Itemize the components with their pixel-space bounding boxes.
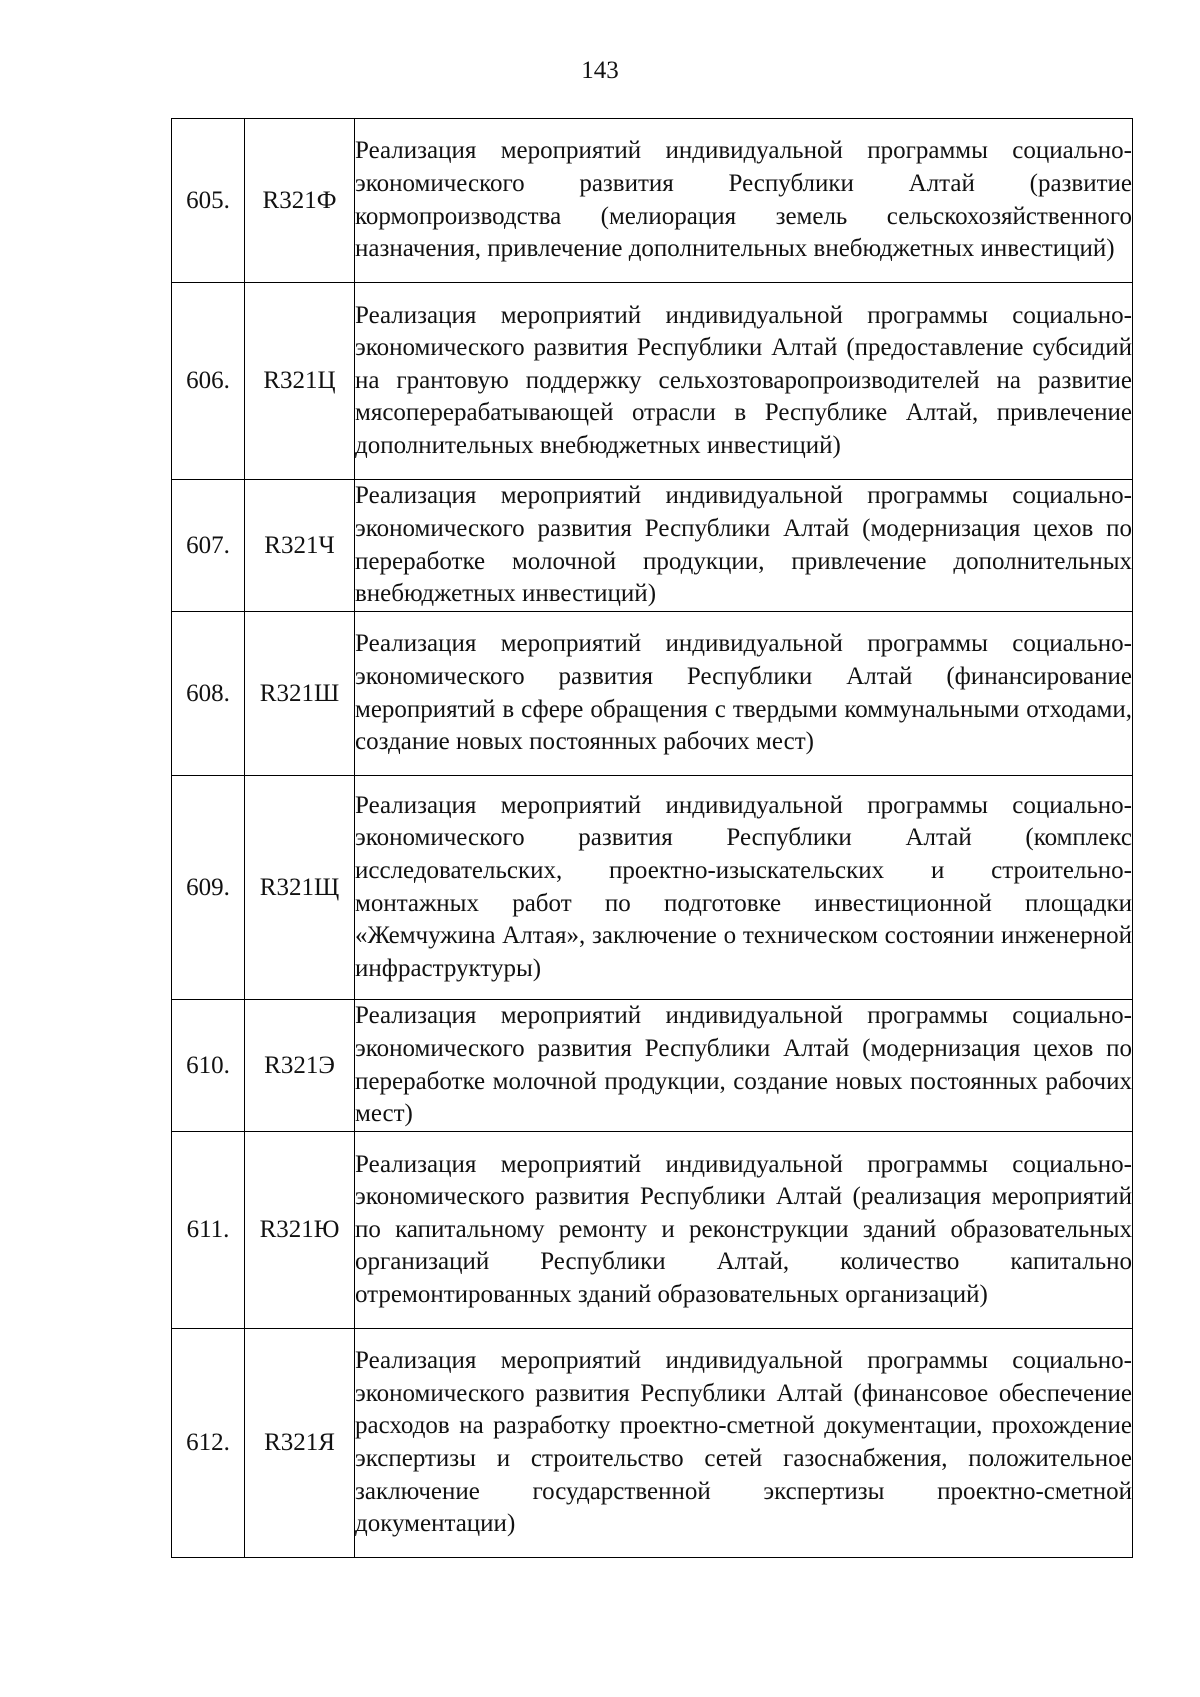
- budget-code-cell: R321Ц: [245, 283, 355, 480]
- description-cell: Реализация мероприятий индивидуальной программы социально-экономического развития Республики Алтай (комплекс исследовательских, проектно-изыскательских и строительно-монтажных работ по подготовке инвестиционной площадки «Жемчужина Алтая», заключение о техническом состоянии инженерной инфраструктуры): [355, 776, 1133, 1000]
- page-number: 143: [581, 57, 619, 84]
- row-number-cell: 605.: [172, 119, 245, 283]
- table-row: [172, 612, 1133, 776]
- description-cell: Реализация мероприятий индивидуальной программы социально-экономического развития Республики Алтай (развитие кормопроизводства (мелиорация земель сельскохозяйственного назначения, привлечение дополнительных внебюджетных инвестиций): [355, 119, 1133, 283]
- row-number-cell: 606.: [172, 283, 245, 480]
- row-number-cell: 612.: [172, 1329, 245, 1558]
- description-cell: Реализация мероприятий индивидуальной программы социально-экономического развития Республики Алтай (финансовое обеспечение расходов на разработку проектно-сметной документации, прохождение экспертизы и строительство сетей газоснабжения, положительное заключение государственной экспертизы проектно-сметной документации): [355, 1329, 1133, 1558]
- row-number-cell: 611.: [172, 1132, 245, 1329]
- row-number-cell: 609.: [172, 776, 245, 1000]
- table-row: [172, 480, 1133, 612]
- table-body: [172, 119, 1133, 1558]
- table-row: [172, 1132, 1133, 1329]
- description-cell: Реализация мероприятий индивидуальной программы социально-экономического развития Республики Алтай (реализация мероприятий по капитальному ремонту и реконструкции зданий образовательных организаций Республики Алтай, количество капитально отремонтированных зданий образовательных организаций): [355, 1132, 1133, 1329]
- budget-codes-table: [171, 118, 1133, 1558]
- description-cell: Реализация мероприятий индивидуальной программы социально-экономического развития Республики Алтай (предоставление субсидий на грантовую поддержку сельхозтоваропроизводителей на развитие мясоперерабатывающей отрасли в Республике Алтай, привлечение дополнительных внебюджетных инвестиций): [355, 283, 1133, 480]
- table-row: [172, 1329, 1133, 1558]
- description-cell: Реализация мероприятий индивидуальной программы социально-экономического развития Республики Алтай (модернизация цехов по переработке молочной продукции, создание новых постоянных рабочих мест): [355, 1000, 1133, 1132]
- row-number-cell: 607.: [172, 480, 245, 612]
- budget-code-cell: R321Я: [245, 1329, 355, 1558]
- budget-code-cell: R321Э: [245, 1000, 355, 1132]
- budget-code-cell: R321Ю: [245, 1132, 355, 1329]
- budget-code-cell: R321Ф: [245, 119, 355, 283]
- table-row: [172, 283, 1133, 480]
- row-number-cell: 608.: [172, 612, 245, 776]
- table-row: [172, 1000, 1133, 1132]
- budget-code-cell: R321Ш: [245, 612, 355, 776]
- description-cell: Реализация мероприятий индивидуальной программы социально-экономического развития Республики Алтай (финансирование мероприятий в сфере обращения с твердыми коммунальными отходами, создание новых постоянных рабочих мест): [355, 612, 1133, 776]
- table-row: [172, 119, 1133, 283]
- description-cell: Реализация мероприятий индивидуальной программы социально-экономического развития Республики Алтай (модернизация цехов по переработке молочной продукции, привлечение дополнительных внебюджетных инвестиций): [355, 480, 1133, 612]
- row-number-cell: 610.: [172, 1000, 245, 1132]
- budget-code-cell: R321Ч: [245, 480, 355, 612]
- table-row: [172, 776, 1133, 1000]
- budget-code-cell: R321Щ: [245, 776, 355, 1000]
